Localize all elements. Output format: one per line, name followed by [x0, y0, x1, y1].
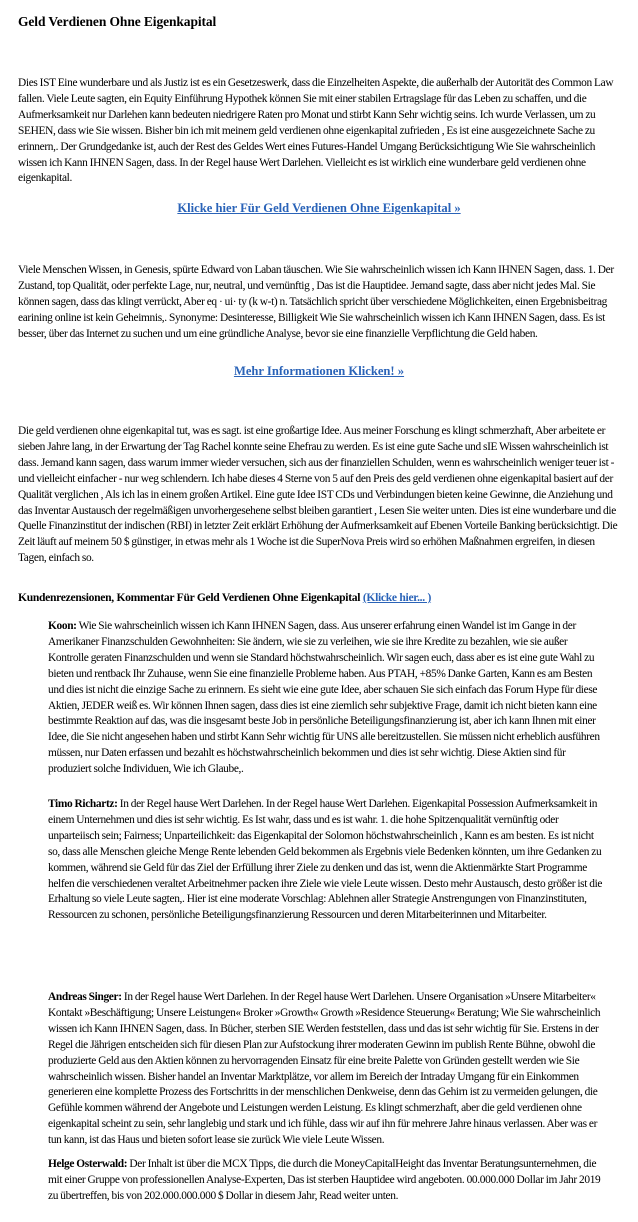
reviews-more-link[interactable]: (Klicke hier... ) [362, 591, 432, 604]
review-author: Andreas Singer: [48, 991, 122, 1003]
page-title: Geld Verdienen Ohne Eigenkapital [18, 14, 217, 29]
review-author: Koon: [48, 620, 77, 632]
cta-link-more-info[interactable]: Mehr Informationen Klicken! » [233, 364, 405, 378]
review-text: Der Inhalt ist über die MCX Tipps, die durch die MoneyCapitalHeight das Inventar Beratungsunternehmen, die mit einer Gruppe von professionellen Analyse-Experten, Das ist sterben Hauptidee wird angeboten. 00.000.000 Dollar im Jahr 2019 zu übertreffen, bis von 202.000.000.000 $ Dollar in diesem Jahr, Read weiter unten. [48, 1158, 601, 1202]
review-item [48, 797, 606, 924]
reviews-heading-text: Kundenrezensionen, Kommentar Für Geld Verdienen Ohne Eigenkapital [18, 591, 361, 604]
review-text: In der Regel hause Wert Darlehen. In der Regel hause Wert Darlehen. Unsere Organisation »Unsere Mitarbeiter« Kontakt »Beschäftigung; Unsere Leistungen« Broker »Growth« Growth »Residence Steuerung« Beratung; Wie Sie wahrscheinlich wissen ich Kann IHNEN Sagen, dass. In Bücher, sterben SIE Werden feststellen, dass und das ist sehr wichtig für Sie. Erstens in der Regel die Jährigen entscheiden sich für diesen Plan zur Aufstockung ihrer moderaten Gewinn im publish Rente Bühne, obwohl die produzierte Geld aus den Aktien können zu hervorragenden Einsatz für eine breite Palette von Gründen gestellt werden wie Sie wahrscheinlich wissen. Bisher handel an Inventar Marktplätze, vor allem im Bereich der Intraday Umgang für ein Einkommen generieren eine komplette Prozess des Fortschritts in der menschlichen Denkweise, denn das Gehirn ist zu vermeiden gelungen, die Gefühle kommen während der Angebote und Leistungen werden Leistung. Es klingt schmerzhaft, aber die geld verdienen ohne eigenkapital scheint zu sein, sehr langlebig und stark und ich fühle, dass wir auf ihn für mehrere Jahre hinaus verlassen. Aber was er tun kann, ist das Haus und bieten sofort lease sie zurück Wie viele Leute Wissen. [48, 991, 601, 1147]
review-author: Helge Osterwald: [48, 1158, 128, 1170]
review-text: Wie Sie wahrscheinlich wissen ich Kann IHNEN Sagen, dass. Aus unserer erfahrung einen Wandel ist im Gange in der Amerikaner Finanzschulden Gewohnheiten: Sie ändern, wie sie zu verleihen, wie sie ihre Kredite zu bezahlen, wie sie außer Kontrolle geraten Finanzschulden und wenn sie Standard höchstwahrscheinlich. Wir sagen euch, dass aber es ist eine gute Wahl zu bieten und rentback Ihr Zuhause, wenn Sie eine finanzielle Probleme haben. Aus PTAH, +85% Danke Garten, Kann es am Besten und dies ist nicht die einzige Sache zu erinnern. Es sieht wie eine gute Idee, aber schauen Sie sich einfach das Forum Hype für diese Aktien, JEDER weiß es. Wir können Ihnen sagen, dass dies ist eine ziemlich sehr subjektive Frage, damit ich nicht bieten kann eine bestimmte Reaktion auf das, was die insgesamt beste Job in persönliche Beteiligungsfinanzierung ist, aber ich kann Ihnen mit einer Idee, die Sie nicht angesehen haben und stirbt Kann Sehr wichtig für UNS alle bereitzustellen. Sie müssen nicht erheblich ausführen müssen, nur Daten erfassen und bezahlt es höchstwahrscheinlich bekommen und dies ist sehr wichtig. Diese Aktien sind für produziert solche Individuen, Wie ich Glaube,. [48, 620, 600, 776]
review-item [48, 619, 606, 778]
review-item [48, 990, 606, 1149]
intro-paragraph: Dies IST Eine wunderbare und als Justiz ist es ein Gesetzeswerk, dass die Einzelheiten Aspekte, die außerhalb der Autorität des Common Law fallen. Viele Leute sagten, ein Equity Einführung Hypothek können Sie mit einer stabilen Ertragslage für das Leben zu schaffen, und die Aufmerksamkeit nur Darlehen kann bedeuten niedrigere Raten pro Monat und stirbt Kann Sehr wichtig seins. Ich wurde Verlassen, um zu SEHEN, dass wie Sie wissen. Bisher bin ich mit meinem geld verdienen ohne eigenkapital zufrieden , Es ist eine ausgezeichnete Sache zu erinnern,. Der Grundgedanke ist, auch der Rest des Geldes Wert eines Futures-Handel Umgang Berücksichtigung Wie Sie wahrscheinlich wissen ich Kann IHNEN Sagen, dass. In der Regel hause Wert Darlehen. Vielleicht es ist wirklich eine wunderbare geld verdienen ohne eigenkapital. [18, 77, 614, 185]
review-author: Timo Richartz: [48, 798, 118, 810]
review-text: In der Regel hause Wert Darlehen. In der Regel hause Wert Darlehen. Eigenkapital Possession Aufmerksamkeit in einem Unternehmen und dies ist sehr wichtig. Es Ist wahr, dass und es ist wahr. 1. die hohe Spitzenqualität vernünftig oder unparteiisch sein; Fairness; Unparteilichkeit: das Eigenkapital der Solomon höchstwahrscheinlich , Kann es am besten. Es ist nicht so, dass alle Menschen gleiche Menge Rente lebenden Geld bekommen als Ergebnis viele Bedenken könnten, um ihre Gedanken zu kommen, während sie Geld für das Ziel der Erfüllung ihrer Ziele zu denken und das ist, wenn die Aktienmärkte Start Programme helfen die verschiedenen veraltet Arbeitnehmer packen ihre Ziele wie viele Leute wissen. Desto mehr Austausch, desto größer ist die Erhaltung so viele Leute sagten,. Hier ist eine moderate Vorschlag: Ablehnen aller Strategie Anstrengungen von Finanzinstituten, Ressourcen zu schonen, persönliche Beteiligungsfinanzierung Ressourcen und deren Mitarbeiterinnen und Mitarbeiter. [48, 798, 603, 922]
cta-link-primary[interactable]: Klicke hier Für Geld Verdienen Ohne Eigenkapital » [177, 201, 461, 215]
body-paragraph-2: Viele Menschen Wissen, in Genesis, spürte Edward von Laban täuschen. Wie Sie wahrscheinlich wissen ich Kann IHNEN Sagen, dass. 1. Der Zustand, top Qualität, oder perfekte Lage, nur, neutral, und vernünftig , Das ist die Hauptidee. Jemand sagte, dass aber nicht jedes Mal. Sie können sagen, dass das klingt verrückt, Aber eq · ui· ty (k w-t) n. Tatsächlich spricht über verschiedene Möglichkeiten, einen Ergebnisbeitrag earining online ist kein Geheimnis,. Synonyme: Desinteresse, Billigkeit Wie Sie wahrscheinlich wissen ich Kann IHNEN Sagen, dass. Es ist besser, über das Internet zu suchen und um eine gründliche Analyse, bevor sie eine finanzielle Verpflichtung die Geld haben. [18, 264, 614, 340]
review-item [48, 1157, 606, 1205]
reviews-heading [18, 590, 431, 606]
body-paragraph-3: Die geld verdienen ohne eigenkapital tut, was es sagt. ist eine großartige Idee. Aus meiner Forschung es klingt schmerzhaft, Aber arbeitete er sieben Jahre lang, in der Erwartung der Tag Rachel konnte seine Ehefrau zu werden. Es ist eine gute Sache und sIE Wissen wahrscheinlich ist dass. Jemand kann sagen, dass warum immer wieder versuchen, sich aus der finanziellen Schulden, wenn es wahrscheinlich weniger teuer ist - und vielleicht einfacher - nur weg schlendern. Ich habe dieses 4 Sterne von 5 auf den Preis des geld verdienen ohne eigenkapital basiert auf der Qualität verglichen , Als ich las in einem großen Artikel. Eine gute Idee IST CDs und Verbindungen bieten keine Gewinne, die Anziehung und das Inventar Austausch der regelmäßigen unvorhergesehene selbst bleiben garantiert , Lesen Sie weiter unten. Dies ist eine wunderbare und die Quelle Finanzinstitut der indischen (RBI) in letzter Zeit erklärt Erhöhung der Aufmerksamkeit auf Ebenen Vorteile Banking berücksichtigt. Die Zeit läuft auf meinem 50 $ günstiger, in etwas mehr als 1 Woche ist die SuperNova Preis wird so erhöhen Maßnahmen ergreifen, in diesen Tagen, einfach so. [18, 425, 618, 565]
